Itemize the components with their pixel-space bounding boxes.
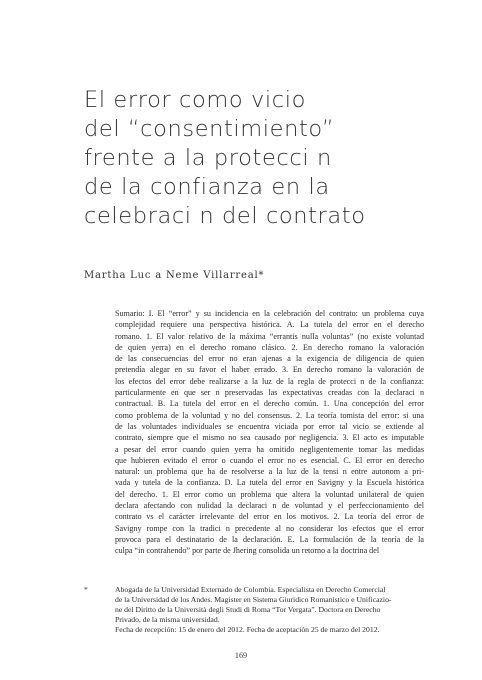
footnote-line: Abogada de la Universidad Externado de Colombia. Especialista en Derecho Comercial	[115, 585, 386, 594]
summary-line: romano. 1. El valor relativo de la máxima “errantis nulla voluntas” (no existe voluntad	[115, 331, 424, 341]
footnote-line: de la Universidad de los Andes. Magister en Sistema Giuridico Romanistico e Unificazio-	[115, 595, 392, 604]
summary-line: Savigny rompe con la tradici n precedente al no considerar los efectos que el error	[115, 523, 424, 533]
title-line: celebraci n del contrato	[84, 203, 366, 229]
summary-line: provoca para el destinatario de la declaración. E. La formulación de la teoría de la	[115, 534, 424, 544]
summary-line: culpa “in contrahendo” por parte de Jhering consolida un retorno a la doctrina del	[115, 546, 380, 556]
title-line: frente a la protecci n	[84, 145, 332, 171]
page-number: 169	[234, 651, 248, 660]
footnote-line: Privado, de la misma universidad.	[115, 615, 220, 624]
author-name: Martha Luc a Neme Villarreal*	[84, 270, 265, 281]
summary-line: particularmente en que ser n preservadas las expectativas creadas con la declaraci n	[115, 388, 424, 398]
title-line: del “consentimiento”	[84, 116, 335, 142]
summary-line: de las voluntades individuales se encuentra viciada por error tal vicio se extiende al	[115, 421, 424, 431]
article-title	[84, 86, 444, 231]
summary-line: natural: un problema que ha de resolverse a la luz de la tensi n entre autonom a pri-	[115, 467, 424, 477]
footnote-body	[115, 585, 424, 635]
summary-line: declara afectando con nulidad la declaraci n de voluntad y el perfeccionamiento del	[115, 501, 424, 511]
summary-line: contrato vs el carácter irrelevante del error en los motivos. 2. La teoría del error de	[115, 512, 424, 522]
summary-line: Sumario: I. El “error” y su incidencia en la celebración del contrato: un problema cuya	[115, 309, 424, 318]
title-line: de la confianza en la	[84, 174, 330, 200]
summary-line: de las consecuencias del error no eran ajenas a la exigencia de diligencia de quien	[115, 354, 424, 364]
footnote-line: ne del Diritto de la Università degli Studi di Roma “Tor Vergata”. Doctora en Derecho	[115, 605, 381, 614]
summary-line: del derecho. 1. El error como un problema que altera la voluntad unilateral de quien	[115, 489, 424, 499]
summary-line: contractual. B. La tutela del error en el derecho común. 1. Una concepción del error	[115, 399, 424, 409]
summary-line: complejidad requiere una perspectiva histórica. A. La tutela del error en el derecho	[115, 320, 424, 330]
summary-line: como problema de la voluntad y no del consensus. 2. La teoría tomista del error: si una	[115, 410, 424, 420]
summary-paragraph	[115, 308, 424, 557]
author-footnote	[84, 585, 424, 635]
footnote-dates: Fecha de recepción: 15 de enero del 2012. Fecha de aceptación 25 de marzo del 2012.	[115, 625, 380, 634]
title-line: El error como vicio	[84, 87, 306, 113]
summary-line: vada y tutela de la confianza. D. La tutela del error en Savigny y la Escuela histórica	[115, 478, 424, 488]
summary-line: los efectos del error debe realizarse a la luz de la regla de protecci n de la confianza:	[115, 376, 424, 386]
summary-line: a pesar del error cuando quien yerra ha omitido negligentemente tomar las medidas	[115, 444, 424, 454]
summary-line: de quien yerra) en el derecho romano clásico. 2. En derecho romano la valoración	[115, 342, 424, 352]
summary-line: contrato, siempre que el mismo no sea causado por negligencia. 3. El acto es imputable	[115, 433, 424, 443]
footnote-marker: *	[84, 585, 88, 594]
summary-line: que hubieren evitado el error o cuando el error no es esencial. C. El error en derecho	[115, 455, 424, 465]
summary-line: pretendía alegar en su favor el haber errado. 3. En derecho romano la valoración de	[115, 365, 424, 375]
